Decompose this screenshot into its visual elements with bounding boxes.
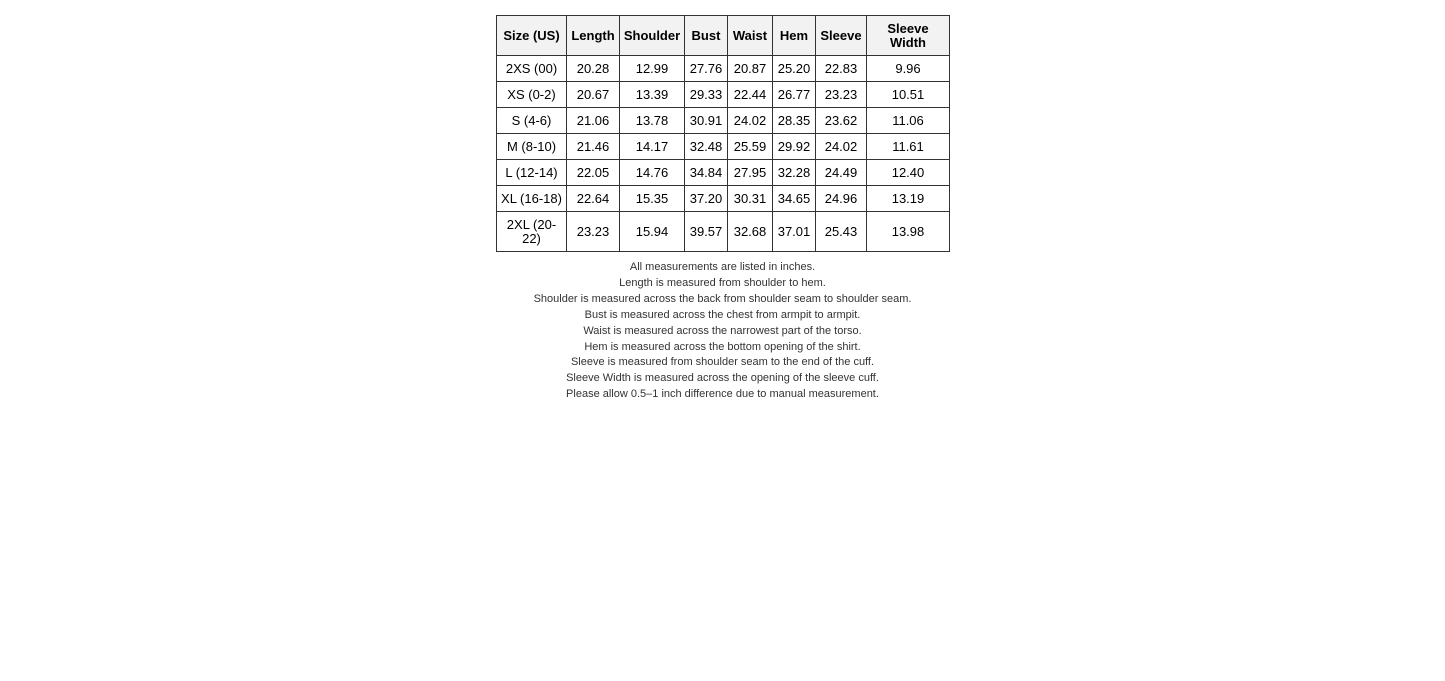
cell-waist: 20.87	[728, 56, 773, 82]
cell-bust: 32.48	[685, 134, 728, 160]
cell-sleeve: 25.43	[816, 212, 867, 252]
table-row	[497, 56, 950, 82]
cell-sleeve: 24.49	[816, 160, 867, 186]
cell-hem: 37.01	[773, 212, 816, 252]
note-sleeve-width: Sleeve Width is measured across the opening of the sleeve cuff.	[566, 372, 879, 385]
table-row	[497, 186, 950, 212]
cell-hem: 32.28	[773, 160, 816, 186]
cell-bust: 29.33	[685, 82, 728, 108]
cell-hem: 25.20	[773, 56, 816, 82]
table-body	[497, 56, 950, 252]
cell-length: 21.46	[567, 134, 620, 160]
cell-waist: 22.44	[728, 82, 773, 108]
cell-sleeve: 24.02	[816, 134, 867, 160]
cell-waist: 30.31	[728, 186, 773, 212]
cell-shoulder: 14.17	[620, 134, 685, 160]
note-units: All measurements are listed in inches.	[629, 261, 816, 273]
cell-sleeve-width: 9.96	[867, 56, 950, 82]
header-hem: Hem	[773, 16, 816, 56]
header-shoulder: Shoulder	[620, 16, 685, 56]
cell-size: S (4-6)	[497, 108, 567, 134]
cell-waist: 25.59	[728, 134, 773, 160]
cell-hem: 34.65	[773, 186, 816, 212]
size-chart-container	[496, 15, 949, 403]
cell-size: 2XS (00)	[497, 56, 567, 82]
cell-hem: 29.92	[773, 134, 816, 160]
cell-sleeve-width: 11.61	[867, 134, 950, 160]
cell-size: XS (0-2)	[497, 82, 567, 108]
cell-size: M (8-10)	[497, 134, 567, 160]
header-row	[497, 16, 950, 56]
cell-sleeve-width: 12.40	[867, 160, 950, 186]
header-bust: Bust	[685, 16, 728, 56]
cell-shoulder: 13.39	[620, 82, 685, 108]
table-row	[497, 212, 950, 252]
note-hem: Hem is measured across the bottom opening of the shirt.	[584, 340, 861, 353]
cell-sleeve-width: 13.19	[867, 186, 950, 212]
cell-size: L (12-14)	[497, 160, 567, 186]
table-row	[497, 134, 950, 160]
cell-bust: 37.20	[685, 186, 728, 212]
cell-waist: 27.95	[728, 160, 773, 186]
header-waist: Waist	[728, 16, 773, 56]
header-length: Length	[567, 16, 620, 56]
measurement-notes	[496, 260, 949, 403]
cell-hem: 26.77	[773, 82, 816, 108]
note-sleeve: Sleeve is measured from shoulder seam to the end of the cuff.	[570, 356, 875, 369]
header-sleeve: Sleeve	[816, 16, 867, 56]
table-header	[497, 16, 950, 56]
table-row	[497, 108, 950, 134]
cell-length: 23.23	[567, 212, 620, 252]
note-waist: Waist is measured across the narrowest part of the torso.	[583, 324, 862, 337]
cell-bust: 27.76	[685, 56, 728, 82]
cell-size: XL (16-18)	[497, 186, 567, 212]
cell-bust: 39.57	[685, 212, 728, 252]
cell-bust: 34.84	[685, 160, 728, 186]
cell-length: 20.28	[567, 56, 620, 82]
cell-shoulder: 15.35	[620, 186, 685, 212]
note-tolerance: Please allow 0.5–1 inch difference due to manual measurement.	[566, 388, 879, 401]
cell-sleeve: 23.62	[816, 108, 867, 134]
header-sleeve-width: Sleeve Width	[867, 16, 950, 56]
cell-shoulder: 15.94	[620, 212, 685, 252]
cell-bust: 30.91	[685, 108, 728, 134]
cell-shoulder: 12.99	[620, 56, 685, 82]
cell-sleeve-width: 13.98	[867, 212, 950, 252]
cell-hem: 28.35	[773, 108, 816, 134]
size-chart-table	[496, 15, 950, 252]
cell-sleeve-width: 10.51	[867, 82, 950, 108]
cell-length: 22.05	[567, 160, 620, 186]
table-row	[497, 82, 950, 108]
cell-shoulder: 13.78	[620, 108, 685, 134]
cell-sleeve: 22.83	[816, 56, 867, 82]
cell-length: 20.67	[567, 82, 620, 108]
cell-waist: 24.02	[728, 108, 773, 134]
table-row	[497, 160, 950, 186]
header-size: Size (US)	[497, 16, 567, 56]
cell-waist: 32.68	[728, 212, 773, 252]
cell-length: 21.06	[567, 108, 620, 134]
cell-sleeve-width: 11.06	[867, 108, 950, 134]
cell-length: 22.64	[567, 186, 620, 212]
cell-shoulder: 14.76	[620, 160, 685, 186]
cell-sleeve: 24.96	[816, 186, 867, 212]
cell-sleeve: 23.23	[816, 82, 867, 108]
note-shoulder: Shoulder is measured across the back from shoulder seam to shoulder seam.	[533, 292, 912, 305]
cell-size: 2XL (20-22)	[497, 212, 567, 252]
note-length: Length is measured from shoulder to hem.	[619, 276, 826, 289]
note-bust: Bust is measured across the chest from armpit to armpit.	[584, 308, 861, 321]
